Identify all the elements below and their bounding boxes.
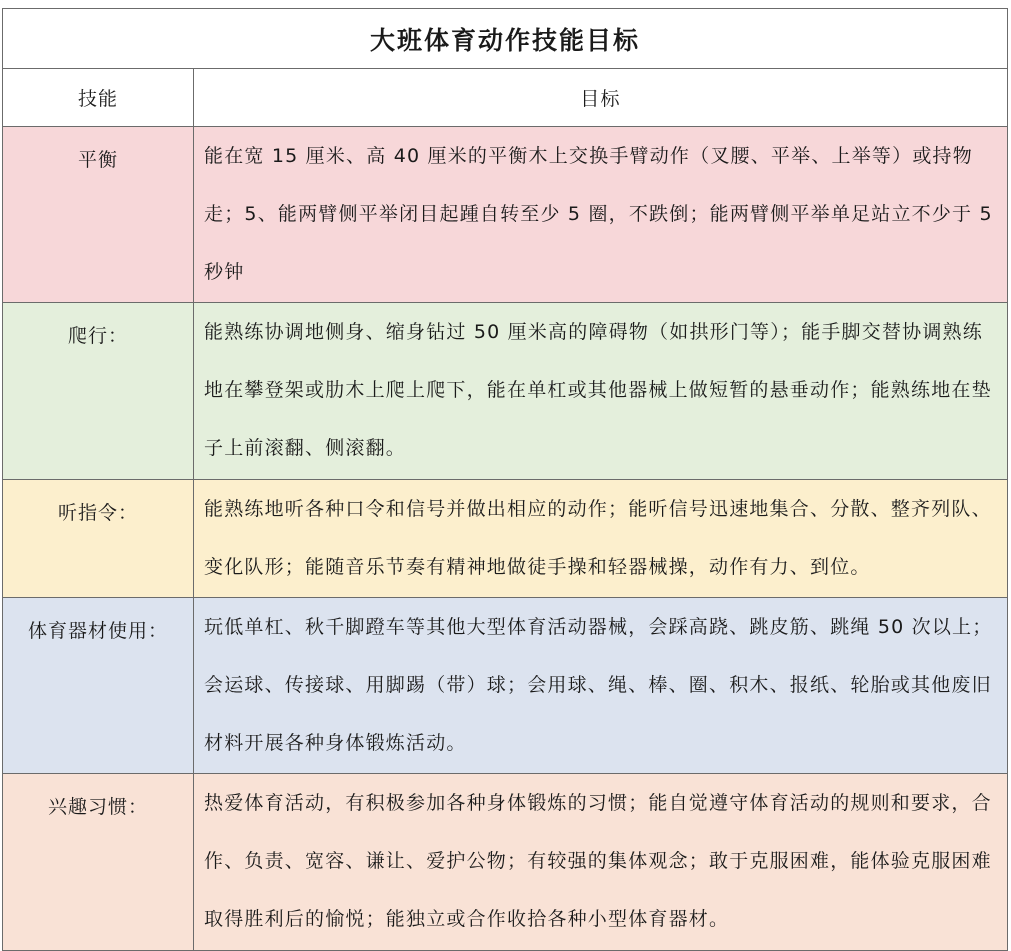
header-row [3, 69, 1007, 127]
skill-cell: 兴趣习惯： [3, 774, 194, 950]
skills-table [2, 8, 1008, 951]
header-goal: 目标 [580, 88, 621, 110]
skill-cell: 平衡 [3, 127, 194, 302]
goal-cell: 能熟练协调地侧身、缩身钻过 50 厘米高的障碍物（如拱形门等）；能手脚交替协调熟练地在攀登架或肋木上爬上爬下，能在单杠或其他器械上做短暂的悬垂动作；能熟练地在垫子上前滚翻、侧滚翻。 [204, 321, 992, 459]
goal-cell: 能在宽 15 厘米、高 40 厘米的平衡木上交换手臂动作（叉腰、平举、上举等）或持物走；5、能两臂侧平举闭目起踵自转至少 5 圈，不跌倒；能两臂侧平举单足站立不少于 5 秒钟 [204, 145, 993, 283]
goal-cell: 热爱体育活动，有积极参加各种身体锻炼的习惯；能自觉遵守体育活动的规则和要求，合作、负责、宽容、谦让、爱护公物；有较强的集体观念；敢于克服困难，能体验克服困难取得胜利后的愉悦；能独立或合作收拾各种小型体育器材。 [204, 792, 992, 930]
skill-cell: 听指令： [3, 480, 194, 597]
goal-cell: 玩低单杠、秋千脚蹬车等其他大型体育活动器械，会踩高跷、跳皮筋、跳绳 50 次以上；会运球、传接球、用脚踢（带）球；会用球、绳、棒、圈、积木、报纸、轮胎或其他废旧材料开展各种身体锻炼活动。 [204, 616, 993, 754]
row-balance [3, 127, 1007, 303]
header-skill: 技能 [3, 69, 194, 126]
table-title: 大班体育动作技能目标 [3, 9, 1007, 69]
skill-cell: 爬行： [3, 303, 194, 479]
row-crawl [3, 303, 1007, 480]
row-equipment [3, 598, 1007, 774]
row-listen [3, 480, 1007, 598]
goal-cell: 能熟练地听各种口令和信号并做出相应的动作；能听信号迅速地集合、分散、整齐列队、变化队形；能随音乐节奏有精神地做徒手操和轻器械操，动作有力、到位。 [204, 498, 992, 578]
row-interest [3, 774, 1007, 950]
skill-cell: 体育器材使用： [3, 598, 194, 773]
